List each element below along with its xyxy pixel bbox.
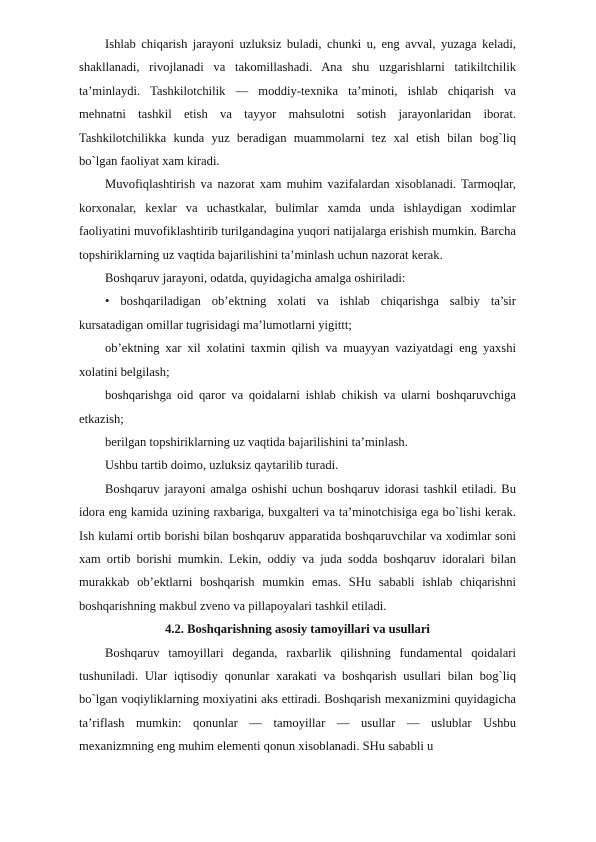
paragraph-5: Boshqaruv jarayoni amalga oshishi uchun boshqaruv idorasi tashkil etiladi. Bu idora eng kamida uzining raxbariga, buxgalteri va ta’minotchisiga ega bo`lishi kerak. Ish kulami ortib borishi bilan boshqaruv apparatida boshqaruvchilar va xodimlar soni xam ortib borishi mumkin. Lekin, oddiy va juda sodda boshqaruv idoralari bilan murakkab ob’ektlarni boshqarish mumkin emas. SHu sababli ishlab chiqarishni boshqarishning makbul zveno va pillapoyalari tashkil etiladi. (79, 481, 516, 613)
section-heading: 4.2. Boshqarishning asosiy tamoyillari va usullari (165, 622, 430, 637)
paragraph-6: Boshqaruv tamoyillari deganda, raxbarlik qilishning fundamental qoidalari tushuniladi. Ular iqtisodiy qonunlar xarakati va boshqarish usullari bilan bog`liq bo`lgan voqiyliklarning moxiyatini aks ettiradi. Boshqarish mexanizmini quyidagicha ta’riflash mumkin: qonunlar — tamoyillar — usullar — uslublar Ushbu mexanizmning eng muhim elementi qonun xisoblanadi. SHu sababli u (79, 645, 516, 754)
list-item-4: berilgan topshiriklarning uz vaqtida bajarilishini ta’minlash. (105, 434, 408, 449)
list-item-3: boshqarishga oid qaror va qoidalarni ishlab chikish va ularni boshqaruvchiga etkazish; (79, 388, 516, 426)
paragraph-1: Ishlab chiqarish jarayoni uzluksiz buladi, chunki u, eng avval, yuzaga keladi, shakllanadi, rivojlanadi va takomillashadi. Ana shu uzgarishlarni tatikiltchilik ta’minlaydi. Tashkilotchilik — moddiy-texnika ta’minoti, ishlab chiqarish va mehnatni tashkil etish va tayyor mahsulotni sotish jarayonlaridan iborat. Tashkilotchilikka kunda yuz beradigan muammolarni tez xal etish bilan bog`liq bo`lgan faoliyat xam kiradi. (79, 37, 516, 169)
paragraph-2: Muvofiqlashtirish va nazorat xam muhim vazifalardan xisoblanadi. Tarmoqlar, korxonalar, kexlar va uchastkalar, bulimlar xamda unda ishlaydigan xodimlar faoliyatini muvofiklashtirib turilgandagina yuqori natijalarga erishish mumkin. Barcha topshiriklarning uz vaqtida bajarilishini ta’minlash uchun nazorat kerak. (79, 177, 516, 262)
paragraph-3: Boshqaruv jarayoni, odatda, quyidagicha amalga oshiriladi: (105, 271, 406, 286)
list-item-2: ob’ektning xar xil xolatini taxmin qilish va muayyan vaziyatdagi eng yaxshi xolatini belgilash; (79, 341, 516, 379)
bullet-item-1: • boshqariladigan ob’ektning xolati va ishlab chiqarishga salbiy ta’sir kursatadigan omillar tugrisidagi ma’lumotlarni yigittt; (79, 294, 516, 332)
paragraph-4: Ushbu tartib doimo, uzluksiz qaytarilib turadi. (105, 458, 339, 473)
document-page (79, 33, 516, 759)
